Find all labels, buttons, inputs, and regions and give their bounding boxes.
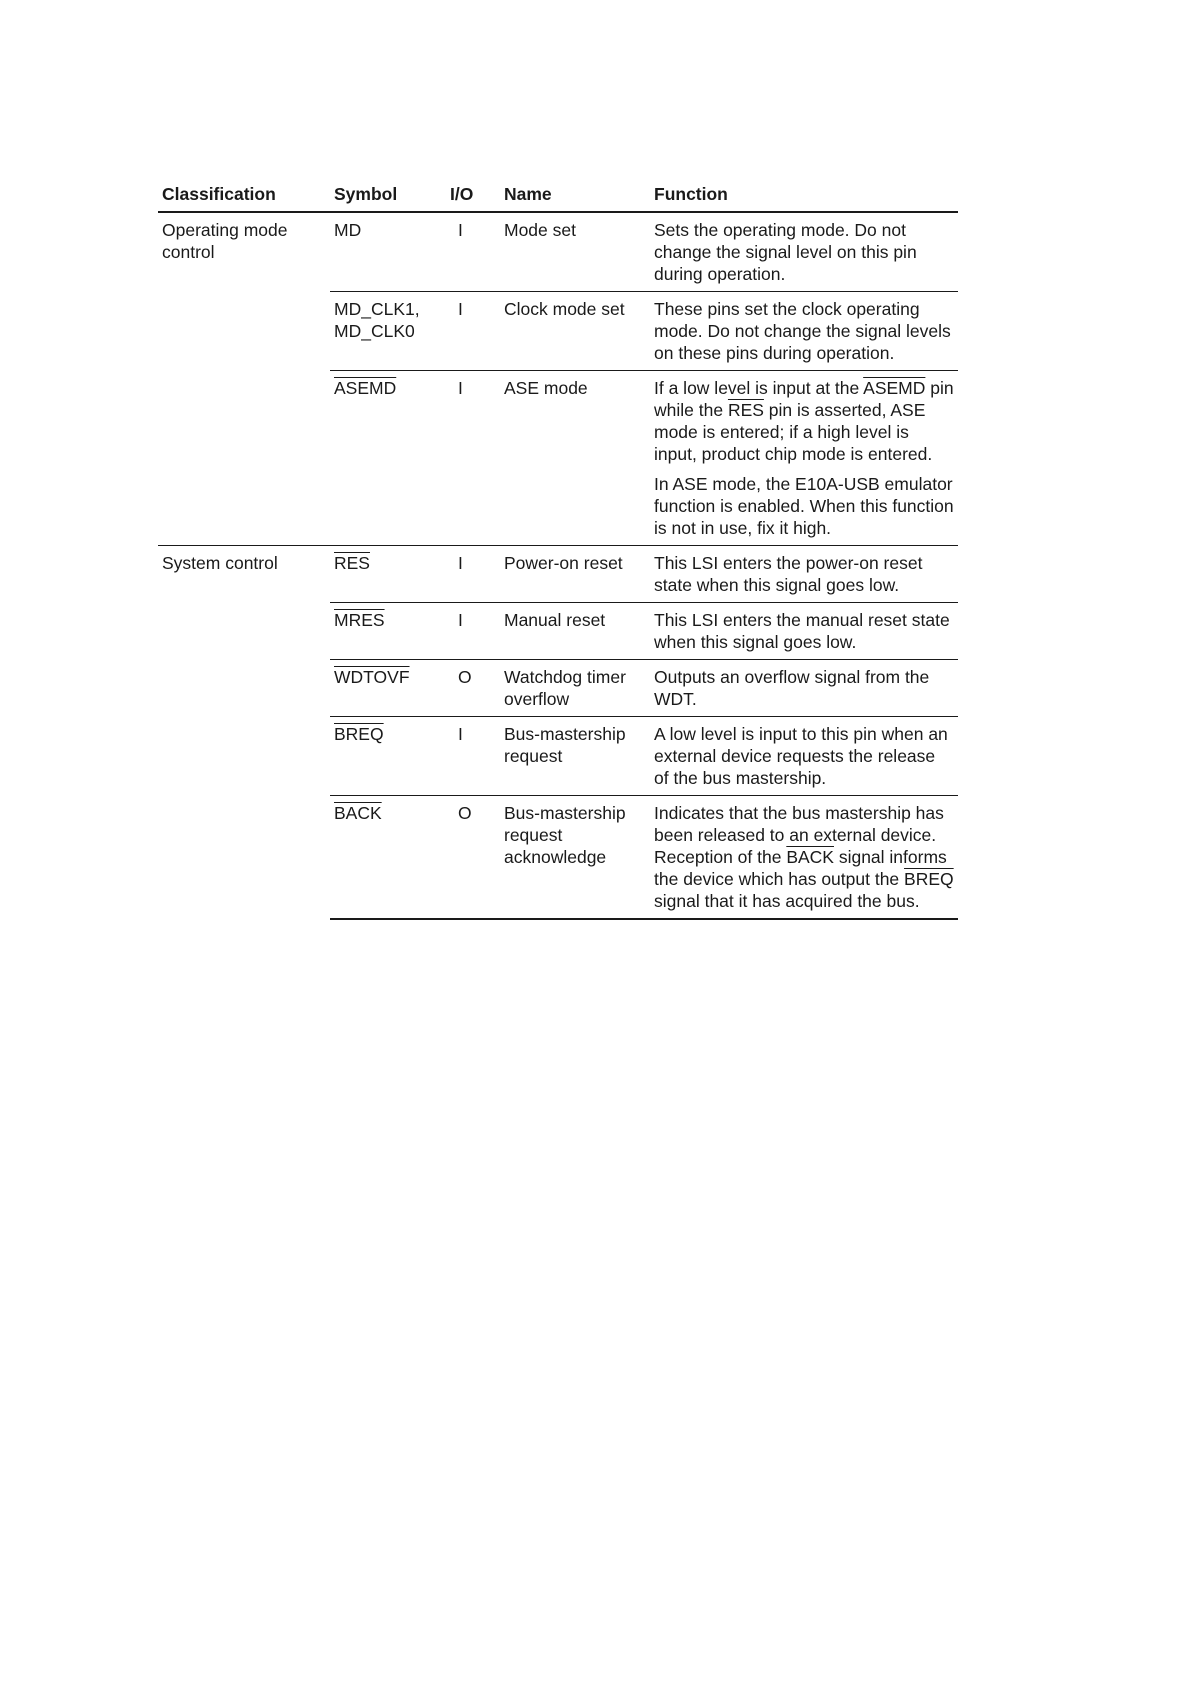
symbol-cell bbox=[330, 660, 446, 717]
io-cell: I bbox=[446, 546, 500, 603]
io-cell: I bbox=[446, 717, 500, 796]
signal-name: BACK bbox=[786, 847, 834, 867]
function-cell: Sets the operating mode. Do not change the signal level on this pin during operation. bbox=[654, 220, 917, 284]
classification-label: Operating mode control bbox=[162, 220, 288, 262]
function-paragraph bbox=[654, 802, 954, 912]
function-cell: A low level is input to this pin when an external device requests the release of the bus mastership. bbox=[650, 717, 958, 796]
table-row bbox=[158, 546, 958, 603]
document-page bbox=[158, 181, 958, 920]
io-cell: O bbox=[446, 796, 500, 920]
function-cell: This LSI enters the power-on reset state when this signal goes low. bbox=[650, 546, 958, 603]
header-io: I/O bbox=[446, 181, 500, 212]
function-text: pin while the bbox=[654, 378, 954, 420]
io-cell: O bbox=[446, 660, 500, 717]
classification-label: System control bbox=[162, 553, 278, 573]
header-name: Name bbox=[500, 181, 650, 212]
function-cell: Outputs an overflow signal from the WDT. bbox=[650, 660, 958, 717]
symbol-cell bbox=[330, 212, 446, 292]
function-paragraph bbox=[654, 377, 954, 465]
io-cell: I bbox=[446, 371, 500, 546]
symbol-text-overlined: WDTOVF bbox=[334, 667, 410, 687]
symbol-cell bbox=[330, 717, 446, 796]
signal-name: ASEMD bbox=[863, 378, 926, 398]
symbol-cell bbox=[330, 796, 446, 920]
function-text: If a low level is input at the bbox=[654, 378, 864, 398]
symbol-text-overlined: ASEMD bbox=[334, 378, 397, 398]
table-row bbox=[158, 212, 958, 292]
name-cell: Clock mode set bbox=[500, 292, 650, 371]
symbol-text-overlined: MRES bbox=[334, 610, 385, 630]
table-header-row bbox=[158, 181, 958, 212]
name-cell: Bus-mastership request bbox=[500, 717, 650, 796]
classification-cell bbox=[158, 546, 330, 920]
name-cell: Manual reset bbox=[500, 603, 650, 660]
function-text: signal informs the device which has output the bbox=[654, 847, 947, 889]
symbol-cell bbox=[330, 603, 446, 660]
name-cell: Watchdog timer overflow bbox=[500, 660, 650, 717]
symbol-cell bbox=[330, 292, 446, 371]
symbol-cell bbox=[330, 371, 446, 546]
classification-cell bbox=[158, 212, 330, 546]
function-cell bbox=[650, 796, 958, 920]
symbol-text: MD bbox=[334, 220, 362, 240]
io-cell: I bbox=[446, 292, 500, 371]
io-cell: I bbox=[458, 220, 463, 240]
name-cell: Mode set bbox=[504, 220, 576, 240]
function-text: pin is asserted, ASE mode is entered; if a high level is input, product chip mode is entered. bbox=[654, 400, 933, 464]
signal-name: $\overline{RES}$ bbox=[727, 400, 764, 420]
signal-name: BREQ bbox=[904, 869, 954, 889]
io-cell: I bbox=[446, 603, 500, 660]
symbol-text: MD_CLK1, MD_CLK0 bbox=[334, 299, 420, 341]
function-paragraph: In ASE mode, the E10A-USB emulator function is enabled. When this function is not in use, fix it high. bbox=[654, 474, 954, 538]
header-classification: Classification bbox=[158, 181, 330, 212]
name-cell: ASE mode bbox=[500, 371, 650, 546]
symbol-text-overlined: BREQ bbox=[334, 724, 384, 744]
function-cell: These pins set the clock operating mode. Do not change the signal levels on these pins during operation. bbox=[650, 292, 958, 371]
function-cell: This LSI enters the manual reset state when this signal goes low. bbox=[650, 603, 958, 660]
name-cell: Power-on reset bbox=[500, 546, 650, 603]
header-symbol: Symbol bbox=[330, 181, 446, 212]
function-cell bbox=[650, 371, 958, 546]
function-text: Indicates that the bus mastership has been released to an external device. Reception of the bbox=[654, 803, 944, 867]
pin-function-table bbox=[158, 181, 958, 920]
symbol-text-overlined: $\overline{RES}$ bbox=[334, 553, 370, 573]
symbol-text-overlined: BACK bbox=[334, 803, 382, 823]
name-cell: Bus-mastership request acknowledge bbox=[500, 796, 650, 920]
symbol-cell bbox=[330, 546, 446, 603]
header-function: Function bbox=[650, 181, 958, 212]
function-text: signal that it has acquired the bus. bbox=[654, 891, 920, 911]
